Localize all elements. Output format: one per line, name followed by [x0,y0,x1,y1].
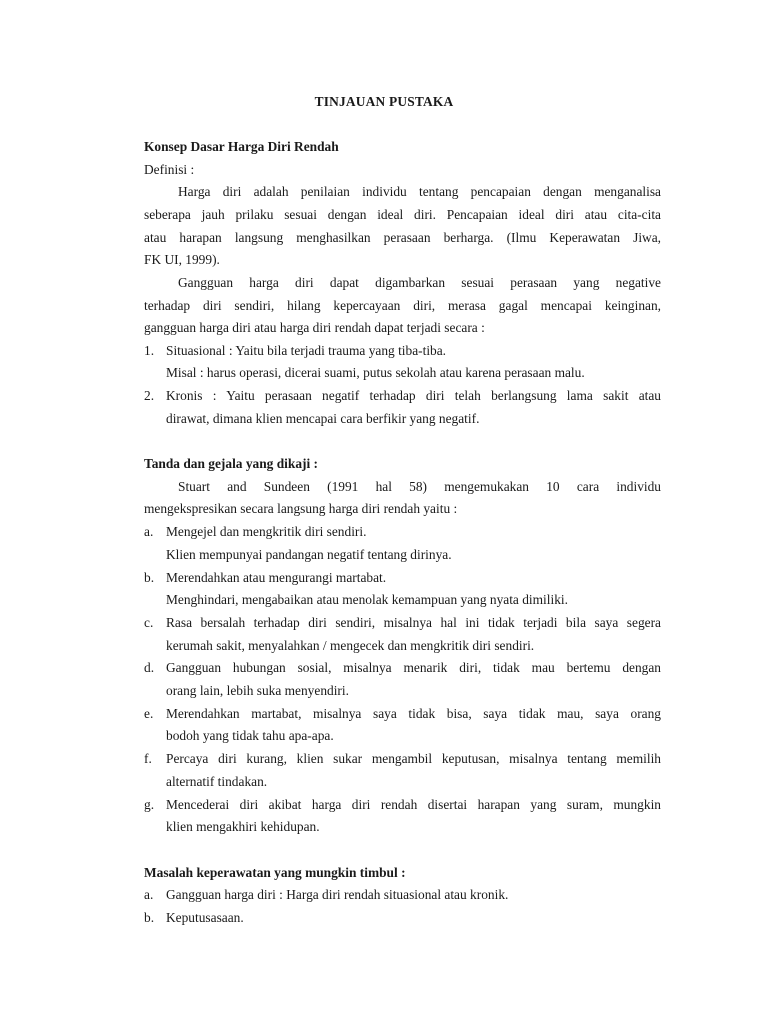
section-heading-tanda: Tanda dan gejala yang dikaji : [144,456,319,471]
list-item-line: Menghindari, mengabaikan atau menolak kemampuan yang nyata dimiliki. [166,592,568,607]
list-marker: a. [144,887,154,902]
paragraph-line: terhadap diri sendiri, hilang kepercayaan diri, merasa gagal mencapai keinginan, [144,298,661,313]
list-marker: a. [144,524,154,539]
definition-label: Definisi : [144,162,195,177]
list-item-line: Rasa bersalah terhadap diri sendiri, misalnya hal ini tidak terjadi bila saya segera [166,615,661,630]
list-item-line: Kronis : Yaitu perasaan negatif terhadap diri telah berlangsung lama sakit atau [166,388,661,403]
list-marker: b. [144,570,155,585]
paragraph-line: seberapa jauh prilaku sesuai dengan ideal diri. Pencapaian ideal diri atau cita-cita [144,207,661,222]
list-marker: 2. [144,388,155,403]
paragraph-line: Stuart and Sundeen (1991 hal 58) mengemukakan 10 cara individu [178,479,661,494]
paragraph-line: Gangguan harga diri dapat digambarkan sesuai perasaan yang negative [178,275,661,290]
list-item-line: Merendahkan atau mengurangi martabat. [166,570,387,585]
list-item-line: Percaya diri kurang, klien sukar mengambil keputusan, misalnya tentang memilih [166,751,661,766]
paragraph-line: gangguan harga diri atau harga diri rendah dapat terjadi secara : [144,320,485,335]
list-marker: e. [144,706,154,721]
list-marker: g. [144,797,155,812]
list-marker: c. [144,615,154,630]
list-item-line: alternatif tindakan. [166,774,268,789]
list-item-line: Gangguan harga diri : Harga diri rendah situasional atau kronik. [166,887,509,902]
list-item-line: bodoh yang tidak tahu apa-apa. [166,728,334,743]
list-item-line: Merendahkan martabat, misalnya saya tidak bisa, saya tidak mau, saya orang [166,706,661,721]
list-marker: b. [144,910,155,925]
list-marker: 1. [144,343,155,358]
list-item-line: klien mengakhiri kehidupan. [166,819,320,834]
paragraph-line: atau harapan langsung menghasilkan perasaan berharga. (Ilmu Keperawatan Jiwa, [144,230,661,245]
list-item-line: Keputusasaan. [166,910,244,925]
list-item-line: dirawat, dimana klien mencapai cara berfikir yang negatif. [166,411,480,426]
list-item-line: Mengejel dan mengkritik diri sendiri. [166,524,367,539]
list-marker: f. [144,751,152,766]
paragraph-line: mengekspresikan secara langsung harga diri rendah yaitu : [144,501,458,516]
list-item-line: orang lain, lebih suka menyendiri. [166,683,349,698]
list-item-line: Gangguan hubungan sosial, misalnya menarik diri, tidak mau bertemu dengan [166,660,661,675]
list-item-line: Klien mempunyai pandangan negatif tentang dirinya. [166,547,452,562]
list-item-line: Misal : harus operasi, dicerai suami, putus sekolah atau karena perasaan malu. [166,365,585,380]
list-item-line: Mencederai diri akibat harga diri rendah disertai harapan yang suram, mungkin [166,797,661,812]
paragraph-line: FK UI, 1999). [144,252,220,267]
list-item-line: Situasional : Yaitu bila terjadi trauma yang tiba-tiba. [166,343,447,358]
list-item-line: kerumah sakit, menyalahkan / mengecek dan mengkritik diri sendiri. [166,638,535,653]
section-heading-konsep: Konsep Dasar Harga Diri Rendah [144,139,339,154]
paragraph-line: Harga diri adalah penilaian individu tentang pencapaian dengan menganalisa [178,184,661,199]
section-heading-masalah: Masalah keperawatan yang mungkin timbul : [144,865,406,880]
page-title: TINJAUAN PUSTAKA [314,94,454,109]
list-marker: d. [144,660,155,675]
